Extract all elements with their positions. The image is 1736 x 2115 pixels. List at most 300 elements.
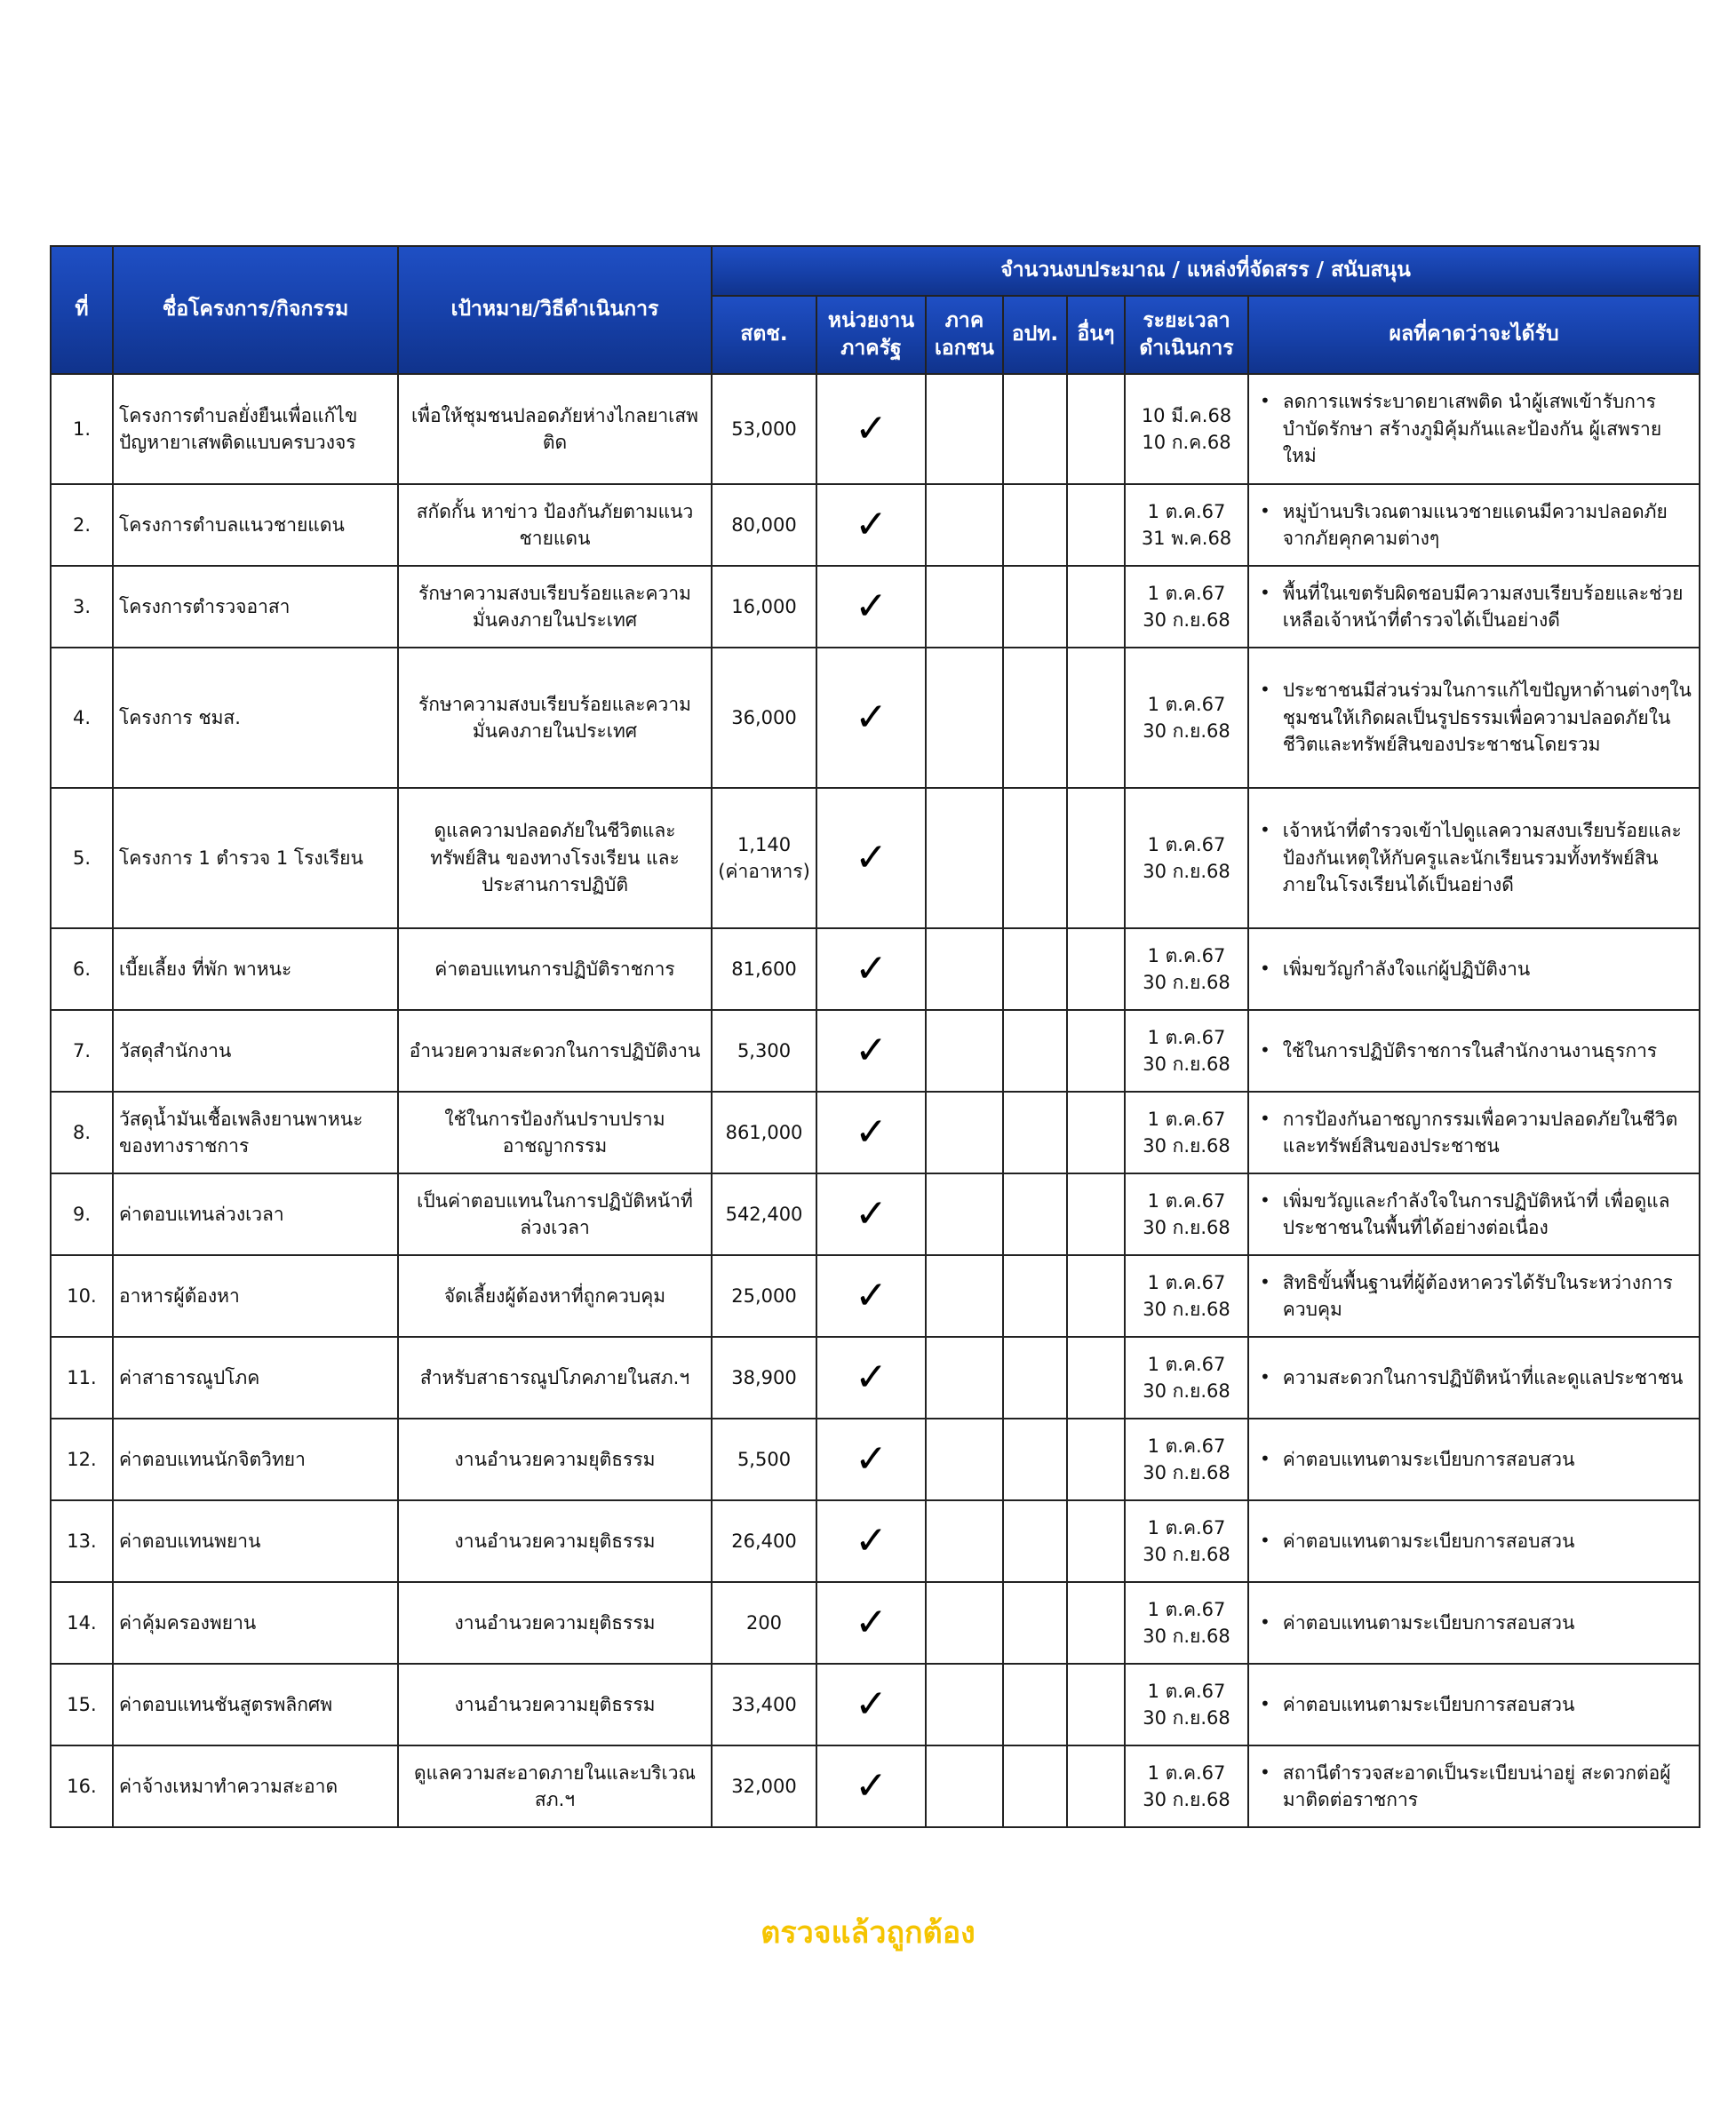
expected-result-cell (1248, 1664, 1700, 1745)
bullet-icon: • (1260, 499, 1270, 521)
table-row (51, 1255, 1700, 1337)
result-text: ค่าตอบแทนตามระเบียบการสอบสวน (1282, 1693, 1575, 1715)
budget-amount: 25,000 (731, 1284, 797, 1307)
result-item (1254, 388, 1693, 469)
result-text: ค่าตอบแทนตามระเบียบการสอบสวน (1282, 1611, 1575, 1634)
checkmark-icon: ✓ (855, 405, 888, 451)
gov-agency-cell (816, 374, 926, 484)
period-start: 1 ต.ค.67 (1147, 693, 1226, 715)
period-end: 30 ก.ย.68 (1143, 720, 1230, 742)
private-sector-cell (926, 1745, 1003, 1827)
other-source-cell (1067, 1337, 1125, 1419)
project-name: ค่าสาธารณูปโภค (113, 1337, 398, 1419)
bullet-icon: • (1260, 1270, 1270, 1292)
row-number: 4. (51, 648, 113, 788)
period-cell (1125, 1500, 1248, 1582)
period-start: 1 ต.ค.67 (1147, 1435, 1226, 1457)
header-result: ผลที่คาดว่าจะได้รับ (1248, 296, 1700, 374)
table-row (51, 1419, 1700, 1500)
budget-amount: 38,900 (731, 1366, 797, 1388)
budget-amount: 32,000 (731, 1775, 797, 1797)
budget-sorchor (712, 1582, 816, 1664)
project-name: ค่าจ้างเหมาทำความสะอาด (113, 1745, 398, 1827)
other-source-cell (1067, 1255, 1125, 1337)
row-number: 16. (51, 1745, 113, 1827)
private-sector-cell (926, 1173, 1003, 1255)
local-admin-cell (1003, 1173, 1067, 1255)
local-admin-cell (1003, 1500, 1067, 1582)
budget-amount: 80,000 (731, 513, 797, 536)
budget-amount: 861,000 (725, 1121, 803, 1143)
table-row (51, 1173, 1700, 1255)
header-private-line2: เอกชน (935, 337, 994, 360)
header-goal: เป้าหมาย/วิธีดำเนินการ (398, 246, 712, 374)
expected-result-cell (1248, 648, 1700, 788)
checkmark-icon: ✓ (855, 945, 888, 991)
expected-result-cell (1248, 374, 1700, 484)
period-cell (1125, 1092, 1248, 1173)
expected-result-cell (1248, 1582, 1700, 1664)
result-item (1254, 580, 1693, 634)
goal-method: งานอำนวยความยุติธรรม (398, 1500, 712, 1582)
goal-method: รักษาความสงบเรียบร้อยและความมั่นคงภายในประเทศ (398, 648, 712, 788)
private-sector-cell (926, 928, 1003, 1010)
gov-agency-cell (816, 1664, 926, 1745)
budget-sorchor (712, 1664, 816, 1745)
result-text: ประชาชนมีส่วนร่วมในการแก้ไขปัญหาด้านต่างๆในชุมชนให้เกิดผลเป็นรูปธรรมเพื่อความปลอดภัยในชีวิตและทรัพย์สินของประชาชนโดยรวม (1282, 680, 1692, 756)
row-number: 8. (51, 1092, 113, 1173)
private-sector-cell (926, 1337, 1003, 1419)
checkmark-icon: ✓ (855, 1027, 888, 1073)
row-number: 9. (51, 1173, 113, 1255)
goal-method: สกัดกั้น หาข่าว ป้องกันภัยตามแนวชายแดน (398, 484, 712, 566)
local-admin-cell (1003, 1745, 1067, 1827)
header-other: อื่นๆ (1067, 296, 1125, 374)
bullet-icon: • (1260, 957, 1270, 979)
result-text: ลดการแพร่ระบาดยาเสพติด นำผู้เสพเข้ารับการบำบัดรักษา สร้างภูมิคุ้มกันและป้องกัน ผู้เสพรายใหม่ (1282, 391, 1662, 467)
other-source-cell (1067, 928, 1125, 1010)
table-row (51, 648, 1700, 788)
row-number: 15. (51, 1664, 113, 1745)
private-sector-cell (926, 1664, 1003, 1745)
verified-stamp-text: ตรวจแล้วถูกต้อง (760, 1915, 976, 1951)
result-text: หมู่บ้านบริเวณตามแนวชายแดนมีความปลอดภัยจากภัยคุกคามต่างๆ (1282, 500, 1668, 549)
other-source-cell (1067, 1500, 1125, 1582)
period-end: 30 ก.ย.68 (1143, 609, 1230, 631)
result-item (1254, 956, 1693, 982)
period-start: 1 ต.ค.67 (1147, 1761, 1226, 1784)
project-name: โครงการ ชมส. (113, 648, 398, 788)
expected-result-cell (1248, 1419, 1700, 1500)
project-name: โครงการ 1 ตำรวจ 1 โรงเรียน (113, 788, 398, 928)
result-text: การป้องกันอาชญากรรมเพื่อความปลอดภัยในชีวิตและทรัพย์สินของประชาชน (1282, 1108, 1678, 1157)
row-number: 5. (51, 788, 113, 928)
local-admin-cell (1003, 1582, 1067, 1664)
private-sector-cell (926, 1255, 1003, 1337)
budget-amount: 200 (745, 1611, 783, 1634)
gov-agency-cell (816, 1092, 926, 1173)
checkmark-icon: ✓ (855, 1435, 888, 1482)
checkmark-icon: ✓ (855, 1599, 888, 1645)
other-source-cell (1067, 374, 1125, 484)
budget-sorchor (712, 788, 816, 928)
header-sorchor: สตช. (712, 296, 816, 374)
result-text: ค่าตอบแทนตามระเบียบการสอบสวน (1282, 1448, 1575, 1470)
row-number: 10. (51, 1255, 113, 1337)
period-cell (1125, 484, 1248, 566)
private-sector-cell (926, 484, 1003, 566)
period-cell (1125, 566, 1248, 648)
period-end: 30 ก.ย.68 (1143, 1135, 1230, 1157)
bullet-icon: • (1260, 1692, 1270, 1714)
budget-amount: 5,500 (737, 1448, 792, 1470)
goal-method: งานอำนวยความยุติธรรม (398, 1419, 712, 1500)
period-end: 30 ก.ย.68 (1143, 1299, 1230, 1320)
row-number: 2. (51, 484, 113, 566)
expected-result-cell (1248, 1337, 1700, 1419)
budget-sorchor (712, 1092, 816, 1173)
period-start: 1 ต.ค.67 (1147, 1598, 1226, 1620)
table-body (51, 374, 1700, 1827)
project-name: ค่าคุ้มครองพยาน (113, 1582, 398, 1664)
period-cell (1125, 1419, 1248, 1500)
other-source-cell (1067, 1173, 1125, 1255)
period-end: 31 พ.ค.68 (1141, 528, 1232, 549)
header-period-line1: ระยะเวลา (1143, 308, 1230, 332)
row-number: 6. (51, 928, 113, 1010)
budget-sorchor (712, 1173, 816, 1255)
bullet-icon: • (1260, 1447, 1270, 1469)
header-gov-line1: หน่วยงาน (827, 308, 915, 332)
gov-agency-cell (816, 1745, 926, 1827)
gov-agency-cell (816, 566, 926, 648)
budget-amount: 542,400 (725, 1203, 803, 1225)
bullet-icon: • (1260, 1761, 1270, 1783)
expected-result-cell (1248, 928, 1700, 1010)
budget-sorchor (712, 484, 816, 566)
result-item (1254, 1269, 1693, 1324)
period-cell (1125, 374, 1248, 484)
result-text: ค่าตอบแทนตามระเบียบการสอบสวน (1282, 1530, 1575, 1552)
period-start: 1 ต.ค.67 (1147, 1516, 1226, 1539)
header-no: ที่ (51, 246, 113, 374)
project-name: วัสดุสำนักงาน (113, 1010, 398, 1092)
private-sector-cell (926, 1092, 1003, 1173)
other-source-cell (1067, 1745, 1125, 1827)
period-start: 1 ต.ค.67 (1147, 1189, 1226, 1212)
result-item (1254, 1038, 1693, 1064)
project-name: โครงการตำรวจอาสา (113, 566, 398, 648)
period-start: 1 ต.ค.67 (1147, 1026, 1226, 1048)
goal-method: สำหรับสาธารณูปโภคภายในสภ.ฯ (398, 1337, 712, 1419)
expected-result-cell (1248, 1010, 1700, 1092)
project-name: ค่าตอบแทนพยาน (113, 1500, 398, 1582)
header-private (926, 296, 1003, 374)
period-start: 1 ต.ค.67 (1147, 500, 1226, 522)
goal-method: ดูแลความสะอาดภายในและบริเวณสภ.ฯ (398, 1745, 712, 1827)
bullet-icon: • (1260, 819, 1270, 841)
goal-method: ค่าตอบแทนการปฏิบัติราชการ (398, 928, 712, 1010)
result-item (1254, 1610, 1693, 1636)
result-item (1254, 677, 1693, 758)
budget-amount: 53,000 (731, 417, 797, 440)
bullet-icon: • (1260, 1529, 1270, 1551)
checkmark-icon: ✓ (855, 1272, 888, 1318)
header-opt: อปท. (1003, 296, 1067, 374)
gov-agency-cell (816, 484, 926, 566)
period-cell (1125, 1010, 1248, 1092)
expected-result-cell (1248, 1745, 1700, 1827)
table-row (51, 1337, 1700, 1419)
private-sector-cell (926, 1419, 1003, 1500)
budget-sorchor (712, 648, 816, 788)
result-item (1254, 1446, 1693, 1473)
table-row (51, 566, 1700, 648)
gov-agency-cell (816, 1582, 926, 1664)
checkmark-icon: ✓ (855, 1109, 888, 1155)
row-number: 11. (51, 1337, 113, 1419)
result-text: เพิ่มขวัญกำลังใจแก่ผู้ปฏิบัติงาน (1282, 958, 1531, 980)
checkmark-icon: ✓ (855, 583, 888, 629)
local-admin-cell (1003, 1664, 1067, 1745)
result-text: สถานีตำรวจสะอาดเป็นระเบียบน่าอยู่ สะดวกต่อผู้มาติดต่อราชการ (1282, 1761, 1671, 1810)
period-end: 30 ก.ย.68 (1143, 972, 1230, 993)
table-row (51, 374, 1700, 484)
expected-result-cell (1248, 1173, 1700, 1255)
checkmark-icon: ✓ (855, 694, 888, 740)
checkmark-icon: ✓ (855, 1681, 888, 1727)
budget-sorchor (712, 1745, 816, 1827)
gov-agency-cell (816, 1500, 926, 1582)
project-name: ค่าตอบแทนล่วงเวลา (113, 1173, 398, 1255)
checkmark-icon: ✓ (855, 1190, 888, 1236)
project-name: ค่าตอบแทนนักจิตวิทยา (113, 1419, 398, 1500)
bullet-icon: • (1260, 1038, 1270, 1061)
budget-sorchor (712, 928, 816, 1010)
expected-result-cell (1248, 788, 1700, 928)
budget-amount: 1,140 (737, 833, 792, 855)
expected-result-cell (1248, 484, 1700, 566)
table-row (51, 1582, 1700, 1664)
header-budget-group: จำนวนงบประมาณ / แหล่งที่จัดสรร / สนับสนุน (712, 246, 1700, 296)
header-private-line1: ภาค (944, 308, 984, 332)
goal-method: เพื่อให้ชุมชนปลอดภัยห่างไกลยาเสพติด (398, 374, 712, 484)
table-row (51, 484, 1700, 566)
gov-agency-cell (816, 1419, 926, 1500)
period-end: 30 ก.ย.68 (1143, 1217, 1230, 1238)
other-source-cell (1067, 1010, 1125, 1092)
budget-sorchor (712, 566, 816, 648)
budget-sorchor (712, 1500, 816, 1582)
bullet-icon: • (1260, 581, 1270, 603)
gov-agency-cell (816, 1173, 926, 1255)
bullet-icon: • (1260, 679, 1270, 701)
period-start: 1 ต.ค.67 (1147, 1271, 1226, 1293)
budget-table (50, 245, 1700, 1828)
project-name: อาหารผู้ต้องหา (113, 1255, 398, 1337)
local-admin-cell (1003, 374, 1067, 484)
header-period-line2: ดำเนินการ (1139, 337, 1234, 360)
period-cell (1125, 1255, 1248, 1337)
other-source-cell (1067, 484, 1125, 566)
goal-method: รักษาความสงบเรียบร้อยและความมั่นคงภายในประเทศ (398, 566, 712, 648)
project-name: ค่าตอบแทนชันสูตรพลิกศพ (113, 1664, 398, 1745)
period-cell (1125, 1582, 1248, 1664)
private-sector-cell (926, 788, 1003, 928)
private-sector-cell (926, 566, 1003, 648)
header-project: ชื่อโครงการ/กิจกรรม (113, 246, 398, 374)
local-admin-cell (1003, 484, 1067, 566)
period-start: 1 ต.ค.67 (1147, 582, 1226, 604)
local-admin-cell (1003, 928, 1067, 1010)
budget-sorchor (712, 1255, 816, 1337)
period-cell (1125, 788, 1248, 928)
other-source-cell (1067, 1092, 1125, 1173)
goal-method: จัดเลี้ยงผู้ต้องหาที่ถูกควบคุม (398, 1255, 712, 1337)
result-item (1254, 1364, 1693, 1391)
row-number: 13. (51, 1500, 113, 1582)
goal-method: งานอำนวยความยุติธรรม (398, 1664, 712, 1745)
gov-agency-cell (816, 1010, 926, 1092)
row-number: 1. (51, 374, 113, 484)
local-admin-cell (1003, 566, 1067, 648)
other-source-cell (1067, 566, 1125, 648)
period-start: 1 ต.ค.67 (1147, 1353, 1226, 1375)
result-item (1254, 1188, 1693, 1242)
local-admin-cell (1003, 1092, 1067, 1173)
budget-note: (ค่าอาหาร) (718, 861, 810, 882)
other-source-cell (1067, 1419, 1125, 1500)
other-source-cell (1067, 1582, 1125, 1664)
private-sector-cell (926, 648, 1003, 788)
result-text: สิทธิขั้นพื้นฐานที่ผู้ต้องหาควรได้รับในระหว่างการควบคุม (1282, 1271, 1673, 1320)
period-end: 10 ก.ค.68 (1142, 432, 1231, 453)
header-row-top (51, 246, 1700, 296)
budget-table-container (50, 245, 1699, 1828)
gov-agency-cell (816, 648, 926, 788)
local-admin-cell (1003, 648, 1067, 788)
period-end: 30 ก.ย.68 (1143, 1789, 1230, 1810)
table-row (51, 928, 1700, 1010)
period-cell (1125, 1664, 1248, 1745)
period-end: 30 ก.ย.68 (1143, 1462, 1230, 1483)
header-gov (816, 296, 926, 374)
result-text: ความสะดวกในการปฏิบัติหน้าที่และดูแลประชาชน (1282, 1366, 1684, 1388)
budget-sorchor (712, 1337, 816, 1419)
project-name: วัสดุน้ำมันเชื้อเพลิงยานพาหนะของทางราชการ (113, 1092, 398, 1173)
header-gov-line2: ภาครัฐ (840, 337, 902, 360)
period-start: 1 ต.ค.67 (1147, 944, 1226, 966)
checkmark-icon: ✓ (855, 1354, 888, 1400)
result-item (1254, 1106, 1693, 1160)
bullet-icon: • (1260, 1365, 1270, 1387)
budget-sorchor (712, 374, 816, 484)
table-row (51, 788, 1700, 928)
period-end: 30 ก.ย.68 (1143, 1054, 1230, 1075)
period-cell (1125, 928, 1248, 1010)
gov-agency-cell (816, 928, 926, 1010)
budget-amount: 36,000 (731, 706, 797, 728)
result-item (1254, 1760, 1693, 1814)
table-row (51, 1092, 1700, 1173)
checkmark-icon: ✓ (855, 1517, 888, 1563)
budget-amount: 16,000 (731, 595, 797, 617)
private-sector-cell (926, 1582, 1003, 1664)
budget-sorchor (712, 1419, 816, 1500)
local-admin-cell (1003, 1419, 1067, 1500)
table-row (51, 1010, 1700, 1092)
budget-amount: 5,300 (737, 1039, 792, 1061)
private-sector-cell (926, 374, 1003, 484)
local-admin-cell (1003, 1255, 1067, 1337)
bullet-icon: • (1260, 1189, 1270, 1211)
result-item (1254, 498, 1693, 553)
checkmark-icon: ✓ (855, 1762, 888, 1809)
other-source-cell (1067, 1664, 1125, 1745)
result-item (1254, 1691, 1693, 1718)
period-cell (1125, 1337, 1248, 1419)
period-end: 30 ก.ย.68 (1143, 1626, 1230, 1647)
budget-amount: 33,400 (731, 1693, 797, 1715)
row-number: 7. (51, 1010, 113, 1092)
table-row (51, 1500, 1700, 1582)
private-sector-cell (926, 1010, 1003, 1092)
period-start: 10 มี.ค.68 (1141, 404, 1232, 426)
goal-method: ดูแลความปลอดภัยในชีวิตและทรัพย์สิน ของทางโรงเรียน และประสานการปฏิบัติ (398, 788, 712, 928)
checkmark-icon: ✓ (855, 501, 888, 547)
period-end: 30 ก.ย.68 (1143, 1380, 1230, 1402)
table-row (51, 1664, 1700, 1745)
result-item (1254, 817, 1693, 898)
row-number: 14. (51, 1582, 113, 1664)
bullet-icon: • (1260, 1610, 1270, 1633)
expected-result-cell (1248, 1092, 1700, 1173)
expected-result-cell (1248, 566, 1700, 648)
table-row (51, 1745, 1700, 1827)
gov-agency-cell (816, 1337, 926, 1419)
project-name: เบี้ยเลี้ยง ที่พัก พาหนะ (113, 928, 398, 1010)
period-end: 30 ก.ย.68 (1143, 1707, 1230, 1729)
budget-amount: 81,600 (731, 958, 797, 980)
period-end: 30 ก.ย.68 (1143, 861, 1230, 882)
private-sector-cell (926, 1500, 1003, 1582)
gov-agency-cell (816, 1255, 926, 1337)
bullet-icon: • (1260, 390, 1270, 412)
goal-method: อำนวยความสะดวกในการปฏิบัติงาน (398, 1010, 712, 1092)
checkmark-icon: ✓ (855, 834, 888, 880)
result-text: เจ้าหน้าที่ตำรวจเข้าไปดูแลความสงบเรียบร้อยและป้องกันเหตุให้กับครูและนักเรียนรวมทั้งทรัพย์สินภายในโรงเรียนได้เป็นอย่างดี (1282, 820, 1682, 896)
project-name: โครงการตำบลแนวชายแดน (113, 484, 398, 566)
result-text: ใช้ในการปฏิบัติราชการในสำนักงานงานธุรการ (1282, 1039, 1658, 1061)
period-start: 1 ต.ค.67 (1147, 833, 1226, 855)
header-period (1125, 296, 1248, 374)
budget-amount: 26,400 (731, 1530, 797, 1552)
period-cell (1125, 648, 1248, 788)
other-source-cell (1067, 788, 1125, 928)
expected-result-cell (1248, 1255, 1700, 1337)
expected-result-cell (1248, 1500, 1700, 1582)
period-end: 30 ก.ย.68 (1143, 1544, 1230, 1565)
row-number: 12. (51, 1419, 113, 1500)
gov-agency-cell (816, 788, 926, 928)
local-admin-cell (1003, 1010, 1067, 1092)
period-cell (1125, 1745, 1248, 1827)
result-text: เพิ่มขวัญและกำลังใจในการปฏิบัติหน้าที่ เพื่อดูแลประชาชนในพื้นที่ได้อย่างต่อเนื่อง (1282, 1189, 1670, 1238)
result-item (1254, 1528, 1693, 1554)
goal-method: เป็นค่าตอบแทนในการปฏิบัติหน้าที่ล่วงเวลา (398, 1173, 712, 1255)
period-start: 1 ต.ค.67 (1147, 1108, 1226, 1130)
result-text: พื้นที่ในเขตรับผิดชอบมีความสงบเรียบร้อยและช่วยเหลือเจ้าหน้าที่ตำรวจได้เป็นอย่างดี (1282, 582, 1684, 631)
